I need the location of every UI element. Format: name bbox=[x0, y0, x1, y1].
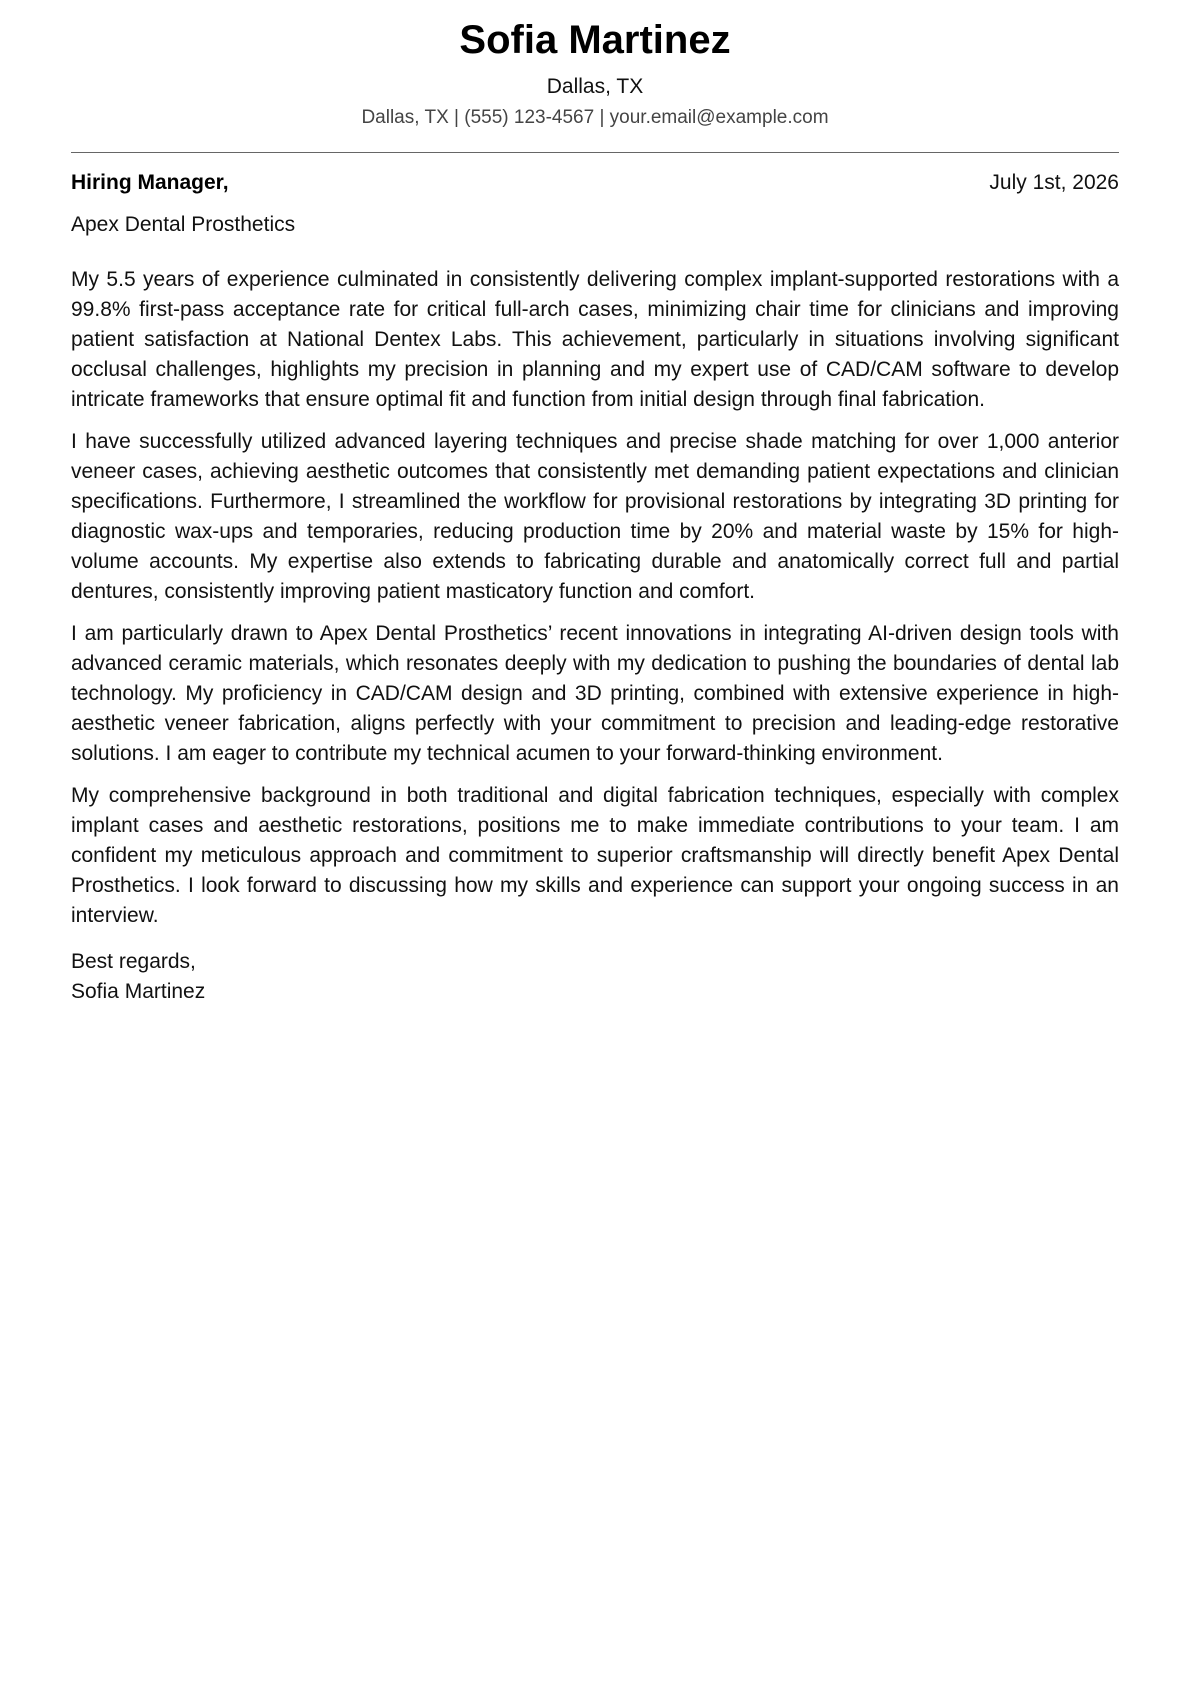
body-paragraph: My comprehensive background in both traditional and digital fabrication techniques, especially with complex implant cases and aesthetic restorations, positions me to make immediate contributions to your team. I am confident my meticulous approach and commitment to superior craftsmanship will directly benefit Apex Dental Prosthetics. I look forward to discussing how my skills and experience can support your ongoing success in an interview. bbox=[71, 784, 1119, 927]
letter-header bbox=[71, 0, 1119, 130]
recipient-salutation: Hiring Manager, bbox=[71, 171, 229, 194]
cover-letter-page bbox=[71, 0, 1119, 1007]
applicant-location: Dallas, TX bbox=[546, 75, 644, 98]
applicant-name: Sofia Martinez bbox=[459, 18, 731, 62]
letter-body bbox=[71, 265, 1119, 931]
letter-date: July 1st, 2026 bbox=[989, 171, 1119, 194]
body-paragraph: My 5.5 years of experience culminated in consistently delivering complex implant-supported restorations with a 99.8% first-pass acceptance rate for critical full-arch cases, minimizing chair time for clinicians and improving patient satisfaction at National Dentex Labs. This achievement, particularly in situations involving significant occlusal challenges, highlights my precision in planning and my expert use of CAD/CAM software to develop intricate frameworks that ensure optimal fit and function from initial design through final fabrication. bbox=[71, 268, 1119, 411]
body-paragraph: I have successfully utilized advanced layering techniques and precise shade matching for over 1,000 anterior veneer cases, achieving aesthetic outcomes that consistently met demanding patient expectations and clinician specifications. Furthermore, I streamlined the workflow for provisional restorations by integrating 3D printing for diagnostic wax-ups and temporaries, reducing production time by 20% and material waste by 15% for high-volume accounts. My expertise also extends to fabricating durable and anatomically correct full and partial dentures, consistently improving patient masticatory function and comfort. bbox=[71, 430, 1119, 603]
salutation-row bbox=[71, 170, 1119, 196]
company-name: Apex Dental Prosthetics bbox=[71, 213, 296, 236]
body-paragraph: I am particularly drawn to Apex Dental Prosthetics’ recent innovations in integrating AI-driven design tools with advanced ceramic materials, which resonates deeply with my dedication to pushing the boundaries of dental lab technology. My proficiency in CAD/CAM design and 3D printing, combined with extensive experience in high-aesthetic veneer fabrication, aligns perfectly with your commitment to precision and leading-edge restorative solutions. I am eager to contribute my technical acumen to your forward-thinking environment. bbox=[71, 622, 1119, 765]
signature-name: Sofia Martinez bbox=[71, 980, 206, 1003]
contact-line: Dallas, TX | (555) 123-4567 | your.email@example.com bbox=[361, 107, 829, 128]
header-divider bbox=[71, 152, 1119, 153]
closing-phrase: Best regards, bbox=[71, 950, 196, 973]
letter-closing bbox=[71, 947, 1119, 1007]
